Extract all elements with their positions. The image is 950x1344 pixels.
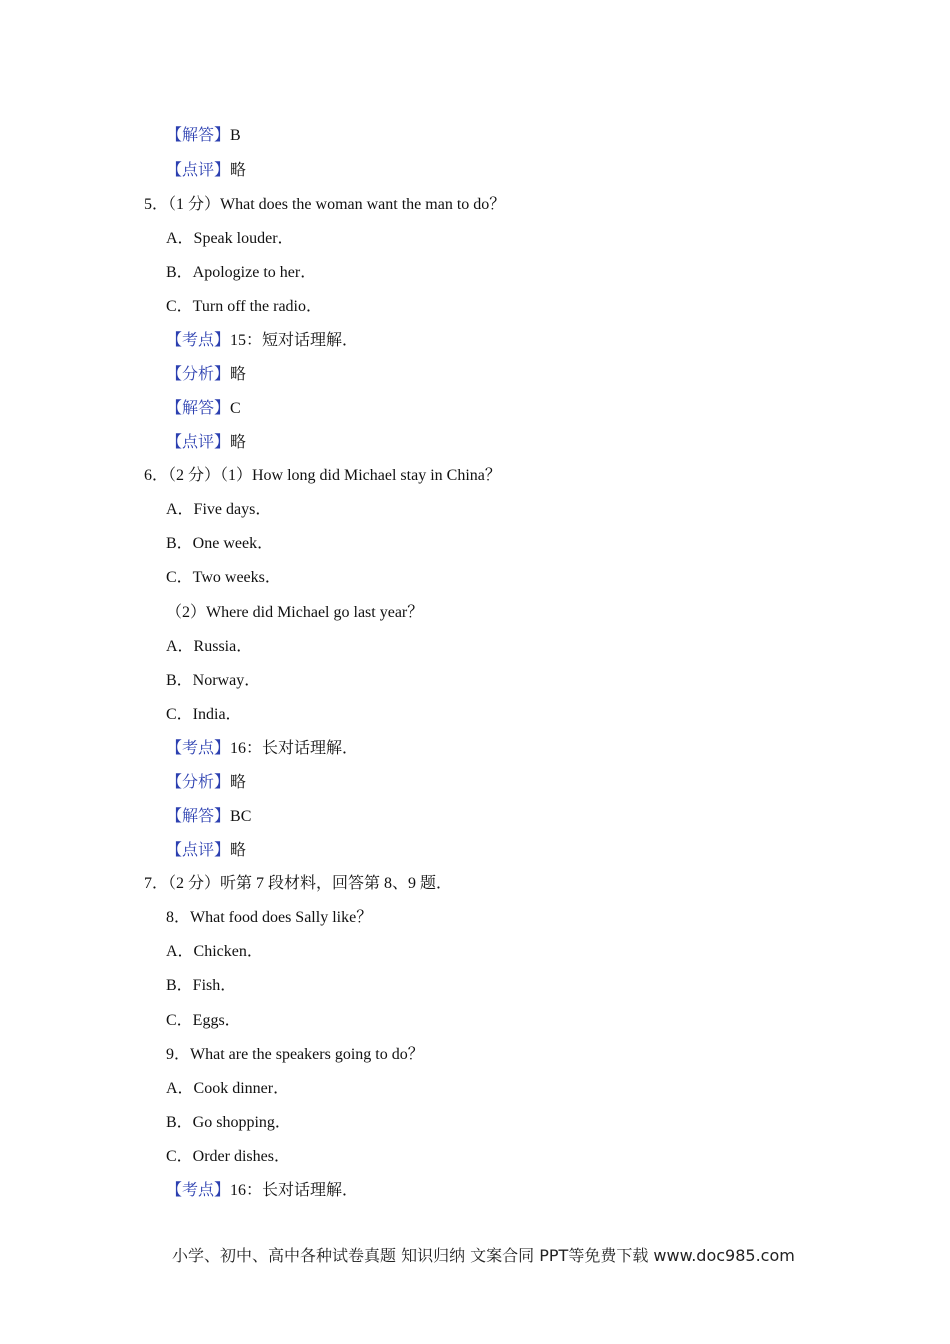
question-line <box>144 466 501 486</box>
question-line <box>166 908 372 928</box>
line-text: B．Go shopping． <box>166 1114 291 1131</box>
line-text: BC <box>230 808 252 825</box>
annotation-tag: 【考点】 <box>166 1182 231 1199</box>
annotation-line <box>166 331 358 351</box>
line-text: B．Apologize to her． <box>166 264 317 281</box>
question-line <box>166 229 294 249</box>
question-line <box>166 568 281 588</box>
line-text: 略 <box>230 366 247 383</box>
question-line <box>144 195 505 215</box>
line-text: 16：长对话理解． <box>230 740 359 757</box>
line-text: 略 <box>230 842 247 859</box>
line-text: A．Speak louder． <box>166 230 294 247</box>
line-text: 略 <box>230 162 247 179</box>
line-text: C．Turn off the radio． <box>166 298 323 315</box>
line-text: 9．What are the speakers going to do？ <box>166 1046 424 1063</box>
annotation-tag: 【点评】 <box>166 162 231 179</box>
line-text: B <box>230 127 241 144</box>
question-line <box>166 637 252 657</box>
annotation-tag: 【考点】 <box>166 332 231 349</box>
question-line <box>166 534 273 554</box>
annotation-tag: 【点评】 <box>166 842 231 859</box>
question-line <box>166 1045 424 1065</box>
question-line <box>166 1113 291 1133</box>
annotation-line <box>166 739 358 759</box>
line-text: 7．（2 分）听第 7 段材料，回答第 8、9 题． <box>144 875 453 892</box>
line-text: 略 <box>230 434 247 451</box>
annotation-tag: 【分析】 <box>166 774 231 791</box>
annotation-tag: 【解答】 <box>166 127 231 144</box>
line-text: 6．（2 分）（1）How long did Michael stay in China？ <box>144 467 501 484</box>
annotation-line <box>166 399 241 419</box>
line-text: A．Cook dinner． <box>166 1080 290 1097</box>
line-text: C．Two weeks． <box>166 569 281 586</box>
annotation-tag: 【解答】 <box>166 808 231 825</box>
annotation-line <box>166 773 246 793</box>
question-line <box>166 263 316 283</box>
line-text: 8．What food does Sally like？ <box>166 909 373 926</box>
annotation-line <box>166 161 246 181</box>
annotation-tag: 【点评】 <box>166 434 231 451</box>
line-text: C．Order dishes． <box>166 1148 290 1165</box>
line-text: C．India． <box>166 706 242 723</box>
line-text: A．Russia． <box>166 638 253 655</box>
question-line <box>166 297 322 317</box>
line-text: （2）Where did Michael go last year？ <box>166 604 424 621</box>
question-line <box>166 500 271 520</box>
annotation-line <box>166 807 251 827</box>
question-line <box>166 603 423 623</box>
question-line <box>144 874 452 894</box>
line-text: 5．（1 分）What does the woman want the man to do？ <box>144 196 506 213</box>
question-line <box>166 1011 241 1031</box>
line-text: B．Fish． <box>166 977 237 994</box>
line-text: A．Chicken． <box>166 943 263 960</box>
line-text: 15：短对话理解． <box>230 332 359 349</box>
question-line <box>166 1079 289 1099</box>
line-text: C．Eggs． <box>166 1012 241 1029</box>
annotation-tag: 【分析】 <box>166 366 231 383</box>
line-text: 16：长对话理解． <box>230 1182 359 1199</box>
annotation-line <box>166 126 241 146</box>
line-text: B．Norway． <box>166 672 261 689</box>
annotation-line <box>166 1181 358 1201</box>
line-text: A．Five days． <box>166 501 272 518</box>
line-text: 略 <box>230 774 247 791</box>
question-line <box>166 671 260 691</box>
annotation-line <box>166 841 246 861</box>
question-line <box>166 976 236 996</box>
question-line <box>166 1147 290 1167</box>
question-line <box>166 705 242 725</box>
page-footer: 小学、初中、高中各种试卷真题 知识归纳 文案合同 PPT等免费下载 www.doc985.com <box>172 1246 795 1265</box>
line-text: C <box>230 400 241 417</box>
annotation-tag: 【考点】 <box>166 740 231 757</box>
annotation-line <box>166 433 246 453</box>
annotation-tag: 【解答】 <box>166 400 231 417</box>
question-line <box>166 942 263 962</box>
line-text: B．One week． <box>166 535 274 552</box>
annotation-line <box>166 365 246 385</box>
